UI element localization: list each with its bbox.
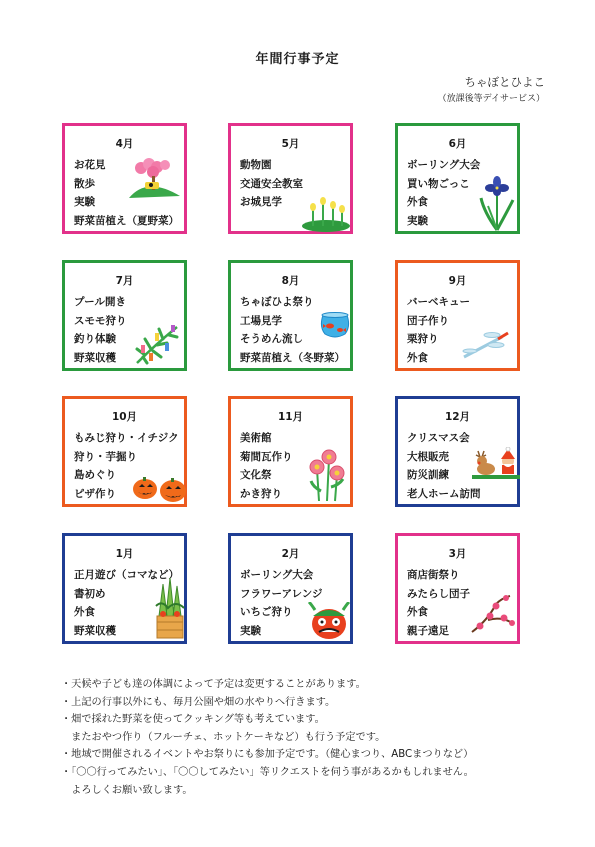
event-item: 団子作り [407,314,449,327]
event-item: 野菜収穫 [74,624,116,637]
iris-flower-icon [478,176,516,232]
note-item: ・「〇〇行ってみたい」、「〇〇してみたい」等リクエストを伺う事があるかもしれません。 [61,766,474,778]
page-title: 年間行事予定 [255,52,340,67]
kadomatsu-icon [153,576,187,642]
month-label: 11月 [277,411,304,423]
note-item: ・上記の行事以外にも、毎月公園や畑の水やりへ行きます。 [61,696,336,708]
event-item: クリスマス会 [407,432,470,444]
goldfish-bowl-icon [319,309,351,339]
event-item: ピザ作り [74,487,116,500]
month-card-march [395,533,520,644]
event-list [240,429,293,503]
event-item: 栗狩り [407,333,439,346]
event-item: 外食 [407,196,428,209]
month-card-november [228,396,353,507]
event-list [74,293,127,367]
event-item: 美術館 [240,432,272,444]
event-item: 外食 [407,606,428,619]
note-item: ・天候や子ども達の体調によって予定は変更することがあります。 [61,679,366,690]
month-card-june [395,123,520,234]
event-item: 交通安全教室 [240,177,303,190]
event-item: いちご狩り [240,606,293,619]
event-list [240,156,303,212]
tanabata-bamboo-icon [131,323,181,365]
event-item: スモモ狩り [74,314,127,327]
cherry-blossom-picnic-icon [127,158,182,200]
event-item: 正月遊び（コマなど） [74,569,179,581]
event-item: 文化祭 [240,469,272,482]
note-item: ・畑で採れた野菜を使ってクッキング等も考えています。 [61,714,325,726]
event-item: フラワーアレンジ [240,587,323,600]
event-item: 商店街祭り [407,569,460,581]
event-item: お花見 [74,159,106,171]
month-card-july [62,260,187,371]
event-item: 釣り体験 [74,333,116,346]
event-item: 老人ホーム訪問 [407,487,481,500]
month-card-february [228,533,353,644]
event-item: ちゃぼひよ祭り [240,296,314,308]
month-label: 2月 [281,548,300,560]
dragonfly-icon [458,329,510,361]
event-item: お城見学 [240,196,282,209]
note-item: ・地域で開催されるイベントやお祭りにも参加予定です。（健心まつり、ABCまつりなど） [61,749,474,761]
event-item: ボーリング大会 [240,569,314,581]
event-list [407,566,470,640]
event-item: みたらし団子 [407,587,470,600]
month-card-january [62,533,187,644]
event-item: 実験 [240,624,261,637]
event-item: かき狩り [240,487,282,500]
event-item: 大根販売 [407,450,449,463]
month-card-october [62,396,187,507]
event-item: 外食 [74,606,95,619]
note-item: またおやつ作り（フルーチェ、ホットケーキなど）も行う予定です。 [61,731,386,743]
event-item: 実験 [407,214,428,227]
note-item: よろしくお願い致します。 [61,784,193,796]
organization [438,72,545,106]
event-item: ボーリング大会 [407,159,481,171]
event-item: 買い物ごっこ [407,177,470,190]
event-item: 実験 [74,196,95,209]
event-item: 親子遠足 [407,624,449,637]
event-item: 菊間瓦作り [240,450,293,463]
month-label: 10月 [111,411,138,423]
event-item: 野菜苗植え（夏野菜） [74,214,179,227]
event-list [407,156,480,230]
month-card-august [228,260,353,371]
month-label: 5月 [281,138,300,150]
event-item: 野菜苗植え（冬野菜） [240,351,345,364]
event-item: 狩り・芋掘り [74,450,137,463]
month-label: 12月 [444,411,471,423]
event-item: もみじ狩り・イチジク [74,432,179,444]
event-item: そうめん流し [240,333,303,346]
flower-field-icon [301,194,351,232]
event-item: 動物園 [240,159,272,171]
month-label: 8月 [281,275,300,287]
event-item: プール開き [74,296,126,308]
red-oni-icon [307,602,351,640]
event-item: 散歩 [74,177,95,190]
halloween-pumpkin-icon [131,469,189,505]
event-item: 防災訓練 [407,469,449,482]
event-item: 工場見学 [240,314,282,327]
event-item: 野菜収穫 [74,351,116,364]
event-item: 書初め [74,587,106,600]
plum-blossom-icon [468,594,518,636]
month-card-december [395,396,520,507]
month-label: 6月 [448,138,467,150]
event-item: バーベキュー [407,296,470,308]
month-card-april [62,123,187,234]
month-label: 4月 [115,138,134,150]
organization-name: ちゃぼとひよこ [464,75,545,89]
event-item: 島めぐり [74,469,116,482]
month-card-september [395,260,520,371]
month-label: 7月 [115,275,134,287]
month-label: 3月 [448,548,467,560]
month-card-may [228,123,353,234]
event-item: 外食 [407,351,428,364]
month-label: 1月 [115,548,134,560]
organization-subtitle: （放課後等デイサービス） [437,94,545,104]
reindeer-santa-icon [470,447,522,481]
month-label: 9月 [448,275,467,287]
chrysanthemum-icon [307,447,347,503]
notes-list [61,676,474,799]
